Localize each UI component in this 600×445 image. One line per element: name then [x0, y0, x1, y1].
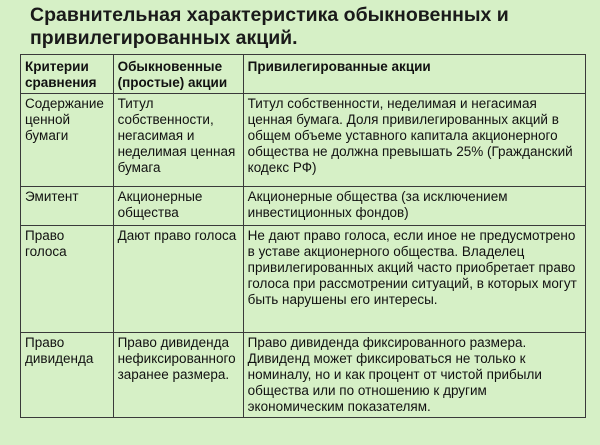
row-preferred: Титул собственности, неделимая и негасимая ценная бумага. Доля привилегированных акций в общем объеме уставного капитала акционерного общества не должна превышать 25% (Гражданский кодекс РФ)	[243, 94, 585, 187]
row-criterion: Право дивиденда	[21, 333, 114, 418]
row-ordinary: Титул собственности, негасимая и неделимая ценная бумага	[113, 94, 243, 187]
header-ordinary: Обыкновенные (простые) акции	[113, 55, 243, 94]
header-criteria: Критерии сравнения	[21, 55, 114, 94]
row-criterion: Эмитент	[21, 187, 114, 226]
table-row	[21, 94, 586, 187]
row-preferred: Не дают право голоса, если иное не предусмотрено в уставе акционерного общества. Владелец привилегированных акций часто приобретает право голоса при рассмотрении ситуаций, в которых могут быть нарушены его интересы.	[243, 226, 585, 333]
table-header-row	[21, 55, 586, 94]
row-criterion: Право голоса	[21, 226, 114, 333]
row-criterion: Содержание ценной бумаги	[21, 94, 114, 187]
row-preferred: Акционерные общества (за исключением инвестиционных фондов)	[243, 187, 585, 226]
page-title: Сравнительная характеристика обыкновенных и привилегированных акций.	[30, 4, 509, 49]
table-row	[21, 226, 586, 333]
row-ordinary: Дают право голоса	[113, 226, 243, 333]
row-preferred: Право дивиденда фиксированного размера. Дивиденд может фиксироваться не только к номиналу, но и как процент от чистой прибыли общества или по отношению к другим экономическим показателям.	[243, 333, 585, 418]
row-ordinary: Право дивиденда нефиксированного заранее размера.	[113, 333, 243, 418]
row-ordinary: Акционерные общества	[113, 187, 243, 226]
header-preferred: Привилегированные акции	[243, 55, 585, 94]
table-row	[21, 333, 586, 418]
comparison-table	[20, 54, 586, 418]
table-row	[21, 187, 586, 226]
